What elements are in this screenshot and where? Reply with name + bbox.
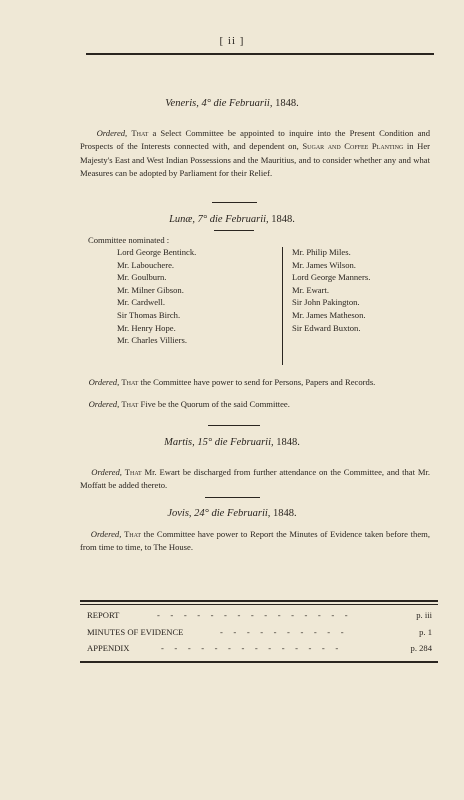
member-name: Mr. Milner Gibson.: [117, 284, 184, 295]
column-divider: [282, 247, 283, 365]
order-report-minutes: [80, 528, 430, 555]
member-name: Sir Edward Buxton.: [292, 322, 361, 333]
section-rule: [205, 497, 260, 498]
member-name: Mr. James Wilson.: [292, 259, 356, 270]
header-rule: [86, 53, 434, 55]
sugar-coffee-planting: Sugar and Coffee Planting: [302, 141, 404, 152]
heading-text: Veneris, 4° die Februarii,: [165, 98, 273, 109]
contents-page: p. 284: [410, 643, 432, 653]
member-name: Mr. Goulburn.: [117, 272, 167, 283]
order-text-b: in Her Majesty's East and West Indian Possessions and the Mauritius, and to consider whether any and what Measures can be adopted by Parliament for their Relief.: [80, 141, 431, 178]
date-heading-7-feb: [0, 214, 464, 225]
order-text: the Committee have power to send for Persons, Papers and Records.: [140, 377, 376, 387]
contents-leader: - - - - - - - - - - - - - - -: [157, 610, 352, 620]
member-name: Mr. Henry Hope.: [117, 322, 176, 333]
contents-page: p. iii: [416, 610, 432, 620]
heading-text: Martis, 15° die Februarii,: [164, 437, 274, 448]
member-name: Mr. Philip Miles.: [292, 247, 351, 257]
contents-label: APPENDIX: [87, 643, 130, 653]
order-appointment: [80, 127, 430, 180]
contents-row-appendix: [87, 643, 432, 657]
order-power-to-send: [80, 376, 430, 389]
member-name: Mr. Labouchere.: [117, 259, 175, 270]
contents-label: REPORT: [87, 610, 120, 620]
member-name: Mr. Charles Villiers.: [117, 335, 187, 346]
order-text: Mr. Ewart be discharged from further attendance on the Committee, and that Mr. Moffatt be added thereto.: [80, 467, 430, 491]
contents-top-rule: [80, 600, 438, 602]
contents-page: p. 1: [419, 627, 432, 637]
ordered-word: Ordered,: [96, 128, 128, 138]
member-name: Sir Thomas Birch.: [117, 309, 181, 320]
contents-bottom-rule: [80, 661, 438, 663]
order-text: Five be the Quorum of the said Committee.: [140, 399, 290, 409]
section-rule: [212, 202, 257, 203]
order-ewart-discharged: [80, 466, 430, 493]
that-word: That: [121, 377, 139, 387]
ordered-word: Ordered,: [91, 467, 122, 477]
that-word: That: [124, 529, 141, 539]
that-word: That: [131, 128, 149, 138]
member-name: Mr. James Matheson.: [292, 309, 366, 320]
members-right-column: [292, 246, 370, 334]
order-text: the Committee have power to Report the Minutes of Evidence taken before them, from time to time, to The House.: [80, 529, 430, 553]
contents-top-rule-thin: [80, 604, 438, 605]
heading-year: 1848.: [271, 214, 295, 225]
member-name: Mr. Ewart.: [292, 284, 329, 295]
that-word: That: [124, 467, 142, 477]
order-text-a: a Select Committee be appointed to inquire into the Present Condition and Prospects of the Interests connected with, and dependent on,: [80, 128, 431, 152]
heading-year: 1848.: [276, 437, 300, 448]
member-name: Sir John Pakington.: [292, 297, 360, 308]
order-quorum: [80, 398, 430, 411]
contents-row-minutes: [87, 627, 432, 641]
ordered-word: Ordered,: [88, 377, 120, 387]
contents-row-report: [87, 610, 432, 624]
date-heading-24-feb: [0, 508, 464, 519]
member-name: Lord George Manners.: [292, 272, 371, 283]
that-word: That: [121, 399, 139, 409]
ordered-word: Ordered,: [90, 529, 122, 539]
heading-text: Lunæ, 7° die Februarii,: [169, 214, 269, 225]
committee-nominated-label: Committee nominated :: [88, 235, 170, 245]
date-heading-4-feb: [0, 98, 464, 109]
heading-year: 1848.: [275, 98, 299, 109]
member-name: Lord George Bentinck.: [117, 247, 197, 257]
page-number: [ ii ]: [219, 35, 245, 47]
heading-text: Jovis, 24° die Februarii,: [167, 508, 271, 519]
members-left-column: [117, 246, 196, 347]
section-rule: [214, 230, 254, 231]
section-rule: [208, 425, 260, 426]
heading-year: 1848.: [273, 508, 297, 519]
contents-label: MINUTES OF EVIDENCE: [87, 627, 184, 637]
member-name: Mr. Cardwell.: [117, 297, 165, 308]
contents-leader: - - - - - - - - - -: [220, 627, 348, 637]
ordered-word: Ordered,: [88, 399, 120, 409]
contents-leader: - - - - - - - - - - - - - -: [161, 643, 343, 653]
date-heading-15-feb: [0, 437, 464, 448]
